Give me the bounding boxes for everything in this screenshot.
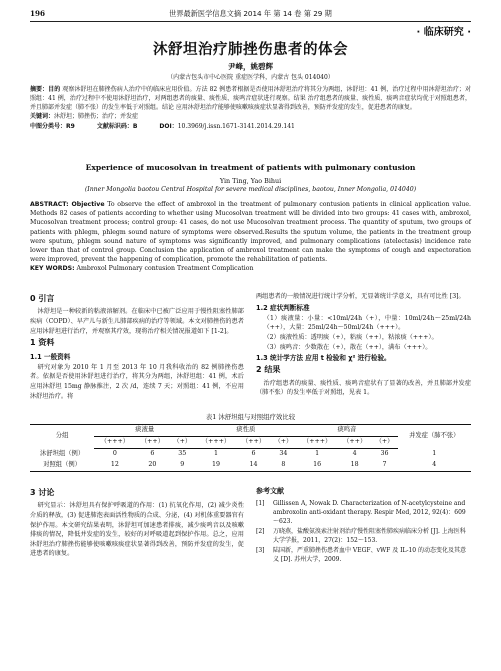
doc-code-label: 文献标识码： [96, 123, 133, 130]
table-header-complication: 并发症（肺不张） [398, 425, 471, 449]
table-cell: 0 [112, 449, 117, 457]
keywords-en-text: Ambroxol Pulmonary contusion Treatment Complication [76, 265, 254, 273]
clc-value: R9 [66, 123, 75, 130]
table-cell: 1 [315, 449, 320, 457]
clc-label: 中图分类号： [30, 123, 67, 130]
table-subheader-cell: （++） [338, 436, 372, 448]
title-english: Experience of mucosolvan in treatment of patients with pulmonary contusion [85, 163, 416, 172]
table-header-group: 分组 [30, 425, 94, 449]
results-table [30, 424, 471, 472]
subsection-general-heading: 1.1 一般资料 [30, 352, 71, 361]
subsection-statistics-heading: 1.3 统计学方法 应用 t 检验和 χ² 进行检验。 [256, 354, 391, 363]
criteria-item: （2）痰液性质：透明痰（+），粘痰（++），粘浓痰（+++）。 [263, 334, 438, 342]
table-cell: 14 [237, 460, 271, 471]
page-number: 196 [30, 8, 46, 18]
title-chinese: 沐舒坦治疗肺挫伤患者的体会 [153, 42, 348, 58]
subsection-general-continued: 两组患者的一般情况进行统计学分析，无显著统计学意义，具有可比性 [3]。 [256, 293, 465, 300]
table-header-sputum-nature: 痰性质 [195, 425, 296, 437]
table-caption: 表1 沐舒坦组与对照组疗效比较 [205, 413, 296, 421]
section-materials-heading: 1 资料 [30, 338, 55, 348]
criteria-item: （1）痰液量：小量：<10ml/24h（+），中量：10ml/24h～25ml/24h（++），大量：25ml/24h～50ml/24h（+++）。 [263, 314, 471, 332]
reference-text: Gillissen A, Nowak D. Characterization of N-acetylcysteine and ambroxolin anti-oxidant therapy. Respir Med, 2012, 92(4)：609～623. [273, 499, 466, 525]
classification-line [30, 122, 471, 131]
doc-code-value: B [132, 123, 138, 130]
page-header [30, 7, 471, 21]
table-cell: 35 [178, 449, 187, 457]
table-cell: 18 [338, 460, 372, 471]
affiliation-chinese: （内蒙古包头市中心医院 重症医学科，内蒙古 包头 014040） [167, 74, 334, 81]
table-row-label: 沐舒坦组（例） [40, 449, 85, 457]
references-heading: 参考文献 [256, 487, 284, 495]
table-subheader-cell: （+） [372, 436, 398, 448]
reference-text: 陆国新，严重肺挫伤患者血中 VEGF、vWF 及 IL-10 的动态变化及其意义 [D]. 苏州大学，2009. [273, 546, 467, 563]
authors-english: Yin Ting, Yao Bihui [219, 177, 282, 185]
keywords-en-label: KEY WORDS: [30, 265, 75, 273]
reference-number: [3] [256, 546, 265, 554]
reference-text: 万晓燕，盐酸氨溴索注射剂治疗慢性阻塞性肺疾病临床分析 [J]. 上海医科大学学报，2011，27(2)：152～153. [273, 527, 466, 544]
table-subheader-cell: （+++） [94, 436, 135, 448]
table-cell: 6 [150, 449, 155, 457]
table-subheader-cell: （+） [270, 436, 296, 448]
subsection-general-text: 研究对象为 2010 年 1 月至 2013 年 10 月我科收治的 82 例肺挫伤患者。依据是否使用沐舒坦进行治疗，将其分为两组，沐舒坦组：41 例，术后应用沐舒坦 15mg 静脉推注，2 次 /d，连续 7 天；对照组：41 例，不应用沐舒坦治疗。将 [30, 363, 244, 400]
table-subheader-cell: （+） [169, 436, 195, 448]
section-discussion-text: 研究显示：沐舒坦具有保护呼吸道的作用：(1) 抗氧化作用，(2) 减少炎性介质的释放，(3) 促进肺泡表面活性物质的合成、分泌，(4) 对机体重要器官有保护作用。本文研究结果表明，沐舒坦可加速患者排痰，减少痰鸣音以及咳嗽排痰的情况，降低并发症的发生，较好的对呼吸道起到保护作用。总之，应用沐舒坦治疗肺挫伤能够使咳嗽咳痰症状显著得到改善，预防并发症的发生，促进患者的康复。 [30, 502, 244, 558]
subsection-criteria-heading: 1.2 症状判断标准 [256, 303, 310, 312]
table-subheader-cell: （++） [237, 436, 271, 448]
table-subheader-cell: （+++） [195, 436, 236, 448]
table-cell: 19 [195, 460, 236, 471]
table-cell: 16 [296, 460, 337, 471]
table-subheader-cell: （++） [136, 436, 170, 448]
keywords-cn-label: 关键词： [30, 113, 55, 120]
table-cell: 34 [279, 449, 288, 457]
table-header-phlegm-sound: 痰鸣音 [296, 425, 397, 437]
table-row [30, 460, 471, 471]
criteria-item: （3）痰鸣音：少数散在（+），散在（++），满布（+++）。 [263, 343, 432, 351]
keywords-english [30, 264, 471, 273]
doi-label: DOI： [159, 123, 178, 130]
abstract-cn-label: 摘要：目的 [30, 86, 61, 93]
abstract-english [30, 200, 471, 273]
table-cell: 1 [213, 449, 218, 457]
table-cell: 8 [270, 460, 296, 471]
table-cell: 4 [398, 460, 471, 471]
table-subheader-cell: （+++） [296, 436, 337, 448]
right-column-upper [256, 292, 471, 398]
reference-item [256, 527, 471, 545]
reference-number: [1] [256, 499, 265, 507]
references [256, 486, 471, 565]
table-cell: 9 [169, 460, 195, 471]
journal-name: 世界最新医学信息文摘 2014 年 第 14 卷 第 29 期 [169, 8, 332, 18]
doi-value: 10.3969/j.issn.1671-3141.2014.29.141 [177, 123, 295, 130]
header-rule [30, 21, 471, 22]
table-header-row [30, 425, 471, 437]
left-column-lower [30, 486, 244, 559]
keywords-cn-text: 沐舒坦；肺挫伤；治疗；并发症 [54, 113, 139, 120]
table-cell: 4 [352, 449, 357, 457]
section-discussion-heading: 3 讨论 [30, 488, 55, 497]
table-cell: 20 [136, 460, 170, 471]
affiliation-english: (Inner Mongolia baotou Central Hospital for severe medical disciplines, baotou, Inner Mongolia, 014040) [84, 186, 417, 193]
reference-item [256, 546, 471, 564]
table-cell: 6 [251, 449, 256, 457]
table-header-sputum-volume: 痰液量 [94, 425, 195, 437]
abstract-cn-text: 观察沐舒坦在肺挫伤病人治疗中的临床应用价值。方法 82 例患者根据是否使用沐舒坦治疗将其分为两组，沐舒坦：41 例，治疗过程中用沐舒坦治疗；对照组：41 例，治疗过程中不使用沐舒坦治疗，对两组患者的痰量、痰性质、痰鸣音症状进行观察。结果 治疗组患者的痰量、痰性质、痰鸣音症状均优于对照组患者，并且肺部并发症（肺不张）的发生率低于对照组。结论 应用沐舒坦治疗能够使咳嗽咳痰症状显著得到改善，预防并发症的发生，促进患者的康复。 [30, 86, 471, 111]
table-row [30, 448, 471, 459]
section-introduction-heading: 0 引言 [30, 294, 55, 303]
table-row-label: 对照组（例） [30, 460, 94, 471]
table-cell: 7 [372, 460, 398, 471]
reference-number: [2] [256, 527, 265, 535]
abstract-chinese [30, 85, 471, 131]
table-cell: 12 [94, 460, 135, 471]
abstract-en-text: To observe the effect of ambroxol in the treatment of pulmonary contusion patients in clinical application value. Methods 82 cases of patients according to whether using Mucosolvan treatment will be divided into two groups: 41 cases with, ambroxol, Mucosolvan treatment process; control group: 41 cases, do not use Mucosolvan treatment process. The quantity of sputum, two groups of patients with phlegm, phlegm sound nature of symptoms were observed.Results the sputum volume, the patients in the treatment group were sputum, phlegm sound nature of symptoms was significantly improved, and pulmonary complications (atelectasis) incidence rate lower than that of control group. Conclusion the application of ambroxol treatment can make the symptoms of cough and expectoration were improved, prevent the happening of complication, promote the rehabilitation of patients. [30, 201, 471, 264]
section-introduction-text: 沐舒坦是一种较新的粘液溶解剂。在临床中已被广泛应用于慢性阻塞性肺部疾病（COPD）、早产儿与新生儿肺部疾病的治疗等领域。本文对肺挫伤的患者应用沐舒坦进行治疗，并观察其疗效，现将治疗相关情况报道如下 [1-2]。 [30, 308, 244, 335]
reference-item [256, 499, 471, 526]
authors-chinese: 尹峰，姚碧辉 [228, 62, 273, 71]
left-column-upper [30, 292, 244, 401]
abstract-en-label: ABSTRACT: Objective [30, 201, 105, 208]
table-cell: 36 [380, 449, 389, 457]
section-results-heading: 2 结果 [256, 365, 281, 375]
column-tag: · 临床研究 · [416, 27, 471, 38]
table-cell: 1 [432, 449, 437, 457]
keywords-chinese [30, 112, 471, 121]
section-results-text: 治疗组患者的痰量、痰性质、痰鸣音症状有了显著的改善，并且肺部并发症（肺不张）的发生率低于对照组，见表 1。 [256, 379, 471, 397]
